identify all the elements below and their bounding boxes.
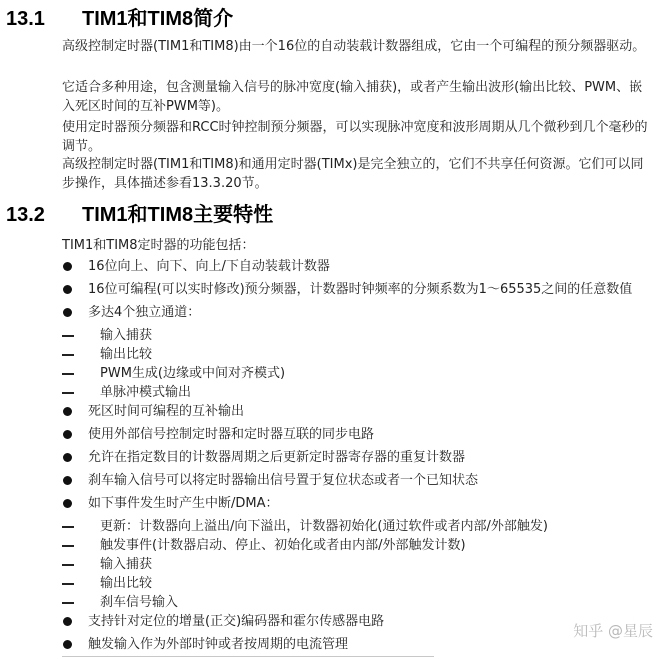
sub-list-item [62, 345, 652, 364]
bullet-icon [63, 617, 72, 626]
list-item-text: 使用外部信号控制定时器和定时器互联的同步电路 [88, 427, 375, 442]
sub-list-item [62, 383, 652, 402]
bullet-icon [63, 262, 72, 271]
list-item-text: 触发事件(计数器启动、停止、初始化或者由内部/外部触发计数) [100, 538, 466, 553]
list-item-text: 输出比较 [100, 576, 153, 591]
list-item-text: 死区时间可编程的互补输出 [88, 404, 245, 419]
sub-list-item [62, 574, 652, 593]
list-item [62, 303, 652, 322]
list-item-text: 允许在指定数目的计数器周期之后更新定时器寄存器的重复计数器 [88, 450, 466, 465]
watermark: 知乎 @星辰 [573, 622, 653, 640]
list-item [62, 425, 652, 444]
list-item-text: 触发输入作为外部时钟或者按周期的电流管理 [88, 637, 349, 652]
dash-icon [62, 545, 74, 547]
list-item-text: 刹车输入信号可以将定时器输出信号置于复位状态或者一个已知状态 [88, 473, 479, 488]
list-item [62, 448, 652, 467]
list-item-text: 单脉冲模式输出 [100, 385, 192, 400]
section-number: 13.2 [6, 204, 45, 226]
paragraph: 高级控制定时器(TIM1和TIM8)由一个16位的自动装载计数器组成，它由一个可编程的预分频器驱动。 [62, 39, 646, 54]
list-item [62, 280, 652, 299]
dash-icon [62, 392, 74, 394]
list-item-text: 刹车信号输入 [100, 595, 179, 610]
sub-list-item [62, 517, 652, 536]
dash-icon [62, 354, 74, 356]
dash-icon [62, 583, 74, 585]
list-item-text: 更新：计数器向上溢出/向下溢出，计数器初始化(通过软件或者内部/外部触发) [100, 519, 548, 534]
sub-list-item [62, 364, 652, 383]
list-item-text: 16位向上、向下、向上/下自动装载计数器 [88, 259, 330, 274]
section-heading-13-2 [6, 203, 273, 227]
list-item [62, 402, 652, 421]
list-intro: TIM1和TIM8定时器的功能包括： [62, 238, 255, 253]
bullet-icon [63, 430, 72, 439]
section-title: TIM1和TIM8主要特性 [82, 204, 274, 226]
dash-icon [62, 526, 74, 528]
list-item-text: 多达4个独立通道： [88, 305, 201, 320]
dash-icon [62, 564, 74, 566]
section-number: 13.1 [6, 8, 45, 30]
bullet-icon [63, 499, 72, 508]
bullet-icon [63, 308, 72, 317]
list-item-text: 支持针对定位的增量(正交)编码器和霍尔传感器电路 [88, 614, 385, 629]
divider [62, 656, 434, 657]
section-heading-13-1 [6, 7, 233, 31]
list-item [62, 471, 652, 490]
sub-list-item [62, 593, 652, 612]
sub-list-item [62, 536, 652, 555]
dash-icon [62, 602, 74, 604]
paragraph: 高级控制定时器(TIM1和TIM8)和通用定时器(TIMx)是完全独立的，它们不共享任何资源。它们可以同步操作，具体描述参看13.3.20节。 [62, 157, 644, 191]
feature-list [62, 257, 652, 658]
list-item-text: 输出比较 [100, 347, 153, 362]
bullet-icon [63, 453, 72, 462]
paragraph: 它适合多种用途，包含测量输入信号的脉冲宽度(输入捕获)，或者产生输出波形(输出比较、PWM、嵌入死区时间的互补PWM等)。 [62, 80, 643, 114]
list-item-text: 如下事件发生时产生中断/DMA： [88, 496, 279, 511]
dash-icon [62, 373, 74, 375]
bullet-icon [63, 407, 72, 416]
list-item-text: 输入捕获 [100, 557, 153, 572]
bullet-icon [63, 640, 72, 649]
list-item-text: PWM生成(边缘或中间对齐模式) [100, 366, 286, 381]
section-title: TIM1和TIM8简介 [82, 8, 234, 30]
bullet-icon [63, 476, 72, 485]
sub-list-item [62, 555, 652, 574]
list-item [62, 612, 652, 631]
list-item-text: 输入捕获 [100, 328, 153, 343]
list-item [62, 494, 652, 513]
paragraph: 使用定时器预分频器和RCC时钟控制预分频器，可以实现脉冲宽度和波形周期从几个微秒到几个毫秒的调节。 [62, 120, 648, 154]
list-item [62, 635, 652, 654]
bullet-icon [63, 285, 72, 294]
list-item-text: 16位可编程(可以实时修改)预分频器，计数器时钟频率的分频系数为1～65535之间的任意数值 [88, 282, 633, 297]
list-item [62, 257, 652, 276]
dash-icon [62, 335, 74, 337]
sub-list-item [62, 326, 652, 345]
